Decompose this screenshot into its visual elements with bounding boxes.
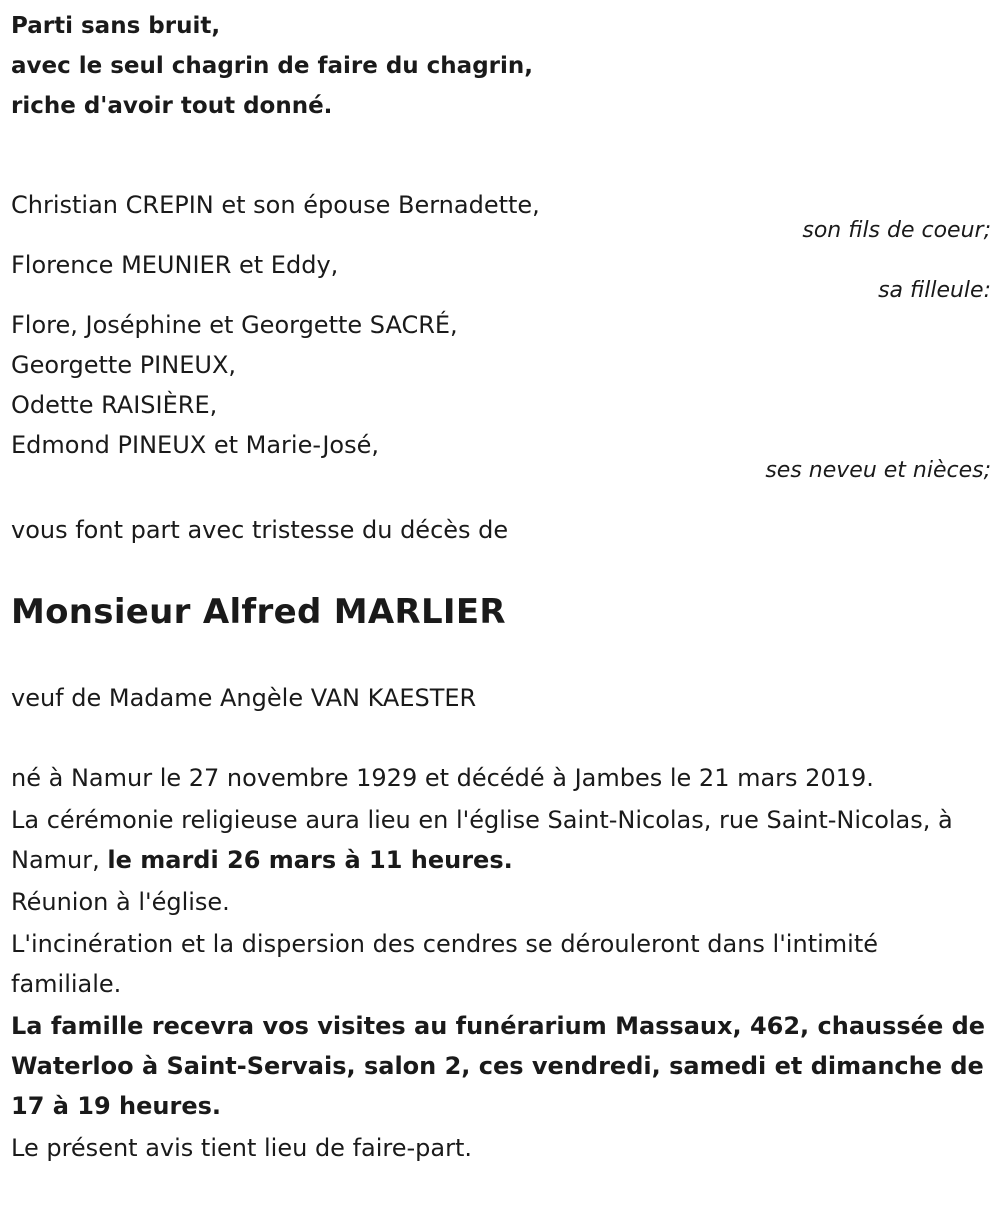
- family-line-2: Florence MEUNIER et Eddy,: [11, 251, 339, 279]
- deceased-name: Monsieur Alfred MARLIER: [11, 592, 506, 632]
- family-role-2: sa filleule:: [878, 278, 991, 303]
- family-line-4: Georgette PINEUX,: [11, 351, 237, 379]
- family-line-5: Odette RAISIÈRE,: [11, 391, 218, 419]
- closing-line: Le présent avis tient lieu de faire-part.: [11, 1134, 473, 1162]
- poem: [11, 2, 533, 132]
- ceremony-text: La cérémonie religieuse aura lieu en l'église Saint-Nicolas, rue Saint-Nicolas, à Namur,: [11, 806, 953, 874]
- family-list: [11, 185, 991, 489]
- cremation: L'incinération et la dispersion des cendres se dérouleront dans l'intimité familiale.: [11, 930, 878, 998]
- birth-death: né à Namur le 27 novembre 1929 et décédé à Jambes le 21 mars 2019.: [11, 764, 874, 792]
- poem-line-2: avec le seul chagrin de faire du chagrin,: [11, 53, 534, 79]
- ceremony-time: le mardi 26 mars à 11 heures.: [107, 846, 513, 874]
- family-line-3: Flore, Joséphine et Georgette SACRÉ,: [11, 311, 458, 339]
- details: [11, 758, 986, 1168]
- family-role-3: ses neveu et nièces;: [765, 458, 991, 483]
- family-line-1: Christian CREPIN et son épouse Bernadette,: [11, 191, 540, 219]
- widower-line: veuf de Madame Angèle VAN KAESTER: [11, 684, 477, 712]
- family-role-1: son fils de coeur;: [802, 218, 991, 243]
- poem-line-1: Parti sans bruit,: [11, 13, 221, 39]
- visits: La famille recevra vos visites au funérarium Massaux, 462, chaussée de Waterloo à Saint-Servais, salon 2, ces vendredi, samedi et dimanche de 17 à 19 heures.: [11, 1012, 986, 1120]
- announcement: vous font part avec tristesse du décès de: [11, 516, 509, 544]
- poem-line-3: riche d'avoir tout donné.: [11, 93, 333, 119]
- meeting: Réunion à l'église.: [11, 888, 230, 916]
- family-line-6: Edmond PINEUX et Marie-José,: [11, 431, 380, 459]
- ceremony: [11, 800, 986, 880]
